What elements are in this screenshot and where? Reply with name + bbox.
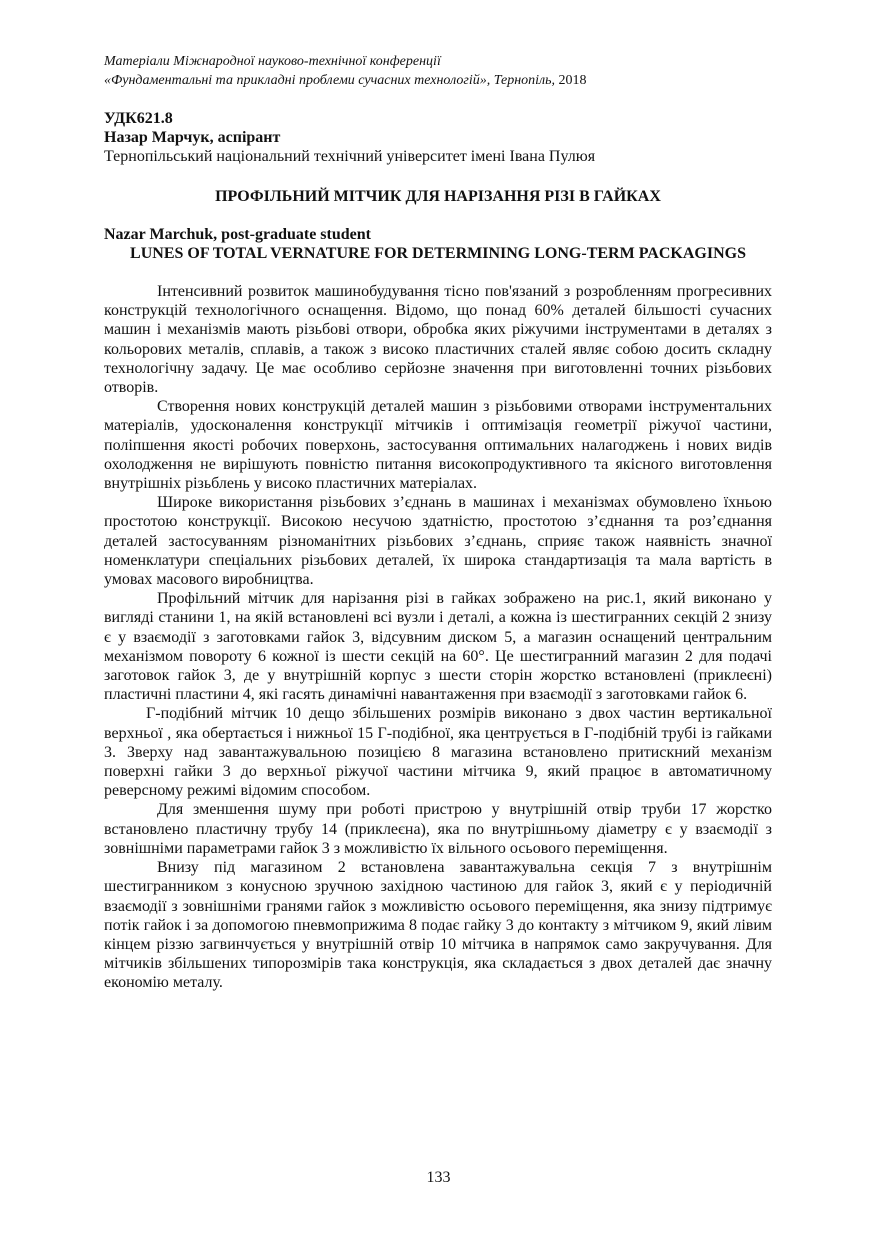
author-en: Nazar Marchuk, post-graduate student [104,226,371,243]
paragraph-3: Широке використання різьбових з’єднань в машинах і механізмах обумовлено їхньою простотою конструкції. Високою несучою здатністю, простотою з’єднання та роз’єднання деталей застосуванням різноманітних різьбових з’єднань, сприяє також наявність значної номенклатури спеціальних різьбових деталей, їх широка стандартизація та мала вартість в умовах масового виробництва. [104,494,772,589]
paragraph-4: Профільний мітчик для нарізання різі в гайках зображено на рис.1, який виконано у вигляді станини 1, на якій встановлені всі вузли і деталі, а кожна із шестигранних секцій 2 знизу є у взаємодії з заготовками гайок 3, відсувним диском 5, а магазин оснащений центральним механізмом повороту 6 кожної із шести секцій на 60°. Це шестигранний магазин 2 для подачі заготовок гайок 3, де у внутрішній корпус з шести сторін жорстко встановлені (приклеєні) пластичні пластини 4, які гасять динамічні навантаження при взаємодії з заготовками гайок 6. [104,590,772,704]
paragraph-7: Внизу під магазином 2 встановлена завантажувальна секція 7 з внутрішнім шестигранником з конусною зручною західною частиною для гайок 3, який є у періодичній взаємодії з зовнішніми гранями гайок з можливістю осьового переміщення, яка знизу підтримує потік гайок і за допомогою пневмоприжима 8 подає гайку 3 до контакту з мітчиком 9, який лівим кінцем різзю загвинчується у внутрішній отвір 10 мітчика в напрямок само закручування. Для мітчиків збільшених типорозмірів така конструкція, яка складається з двох деталей дає значну економію металу. [104,859,772,992]
paragraph-1: Інтенсивний розвиток машинобудування тісно пов'язаний з розробленням прогресивних конструкцій технологічного оснащення. Відомо, що понад 60% деталей більшості сучасних машин і механізмів мають різьбові отвори, обробка яких ріжучими інструментами в деталях з кольорових металів, сплавів, а також з високо пластичних сталей являє собою досить складну технологічну задачу. Це має особливо серйозне значення при виготовленні точних різьбових отворів. [104,283,772,397]
udk-code: УДК621.8 [104,110,173,127]
running-header-conference: «Фундаментальні та прикладні проблеми сучасних технологій», Тернопіль, [104,73,556,88]
paragraph-2: Створення нових конструкцій деталей машин з різьбовими отворами інструментальних матеріалів, удосконалення конструкції мітчиків і оптимізація геометрії ріжучої частини, поліпшення якості робочих поверхонь, застосування оптимальних налагоджень і нових видів охолодження не вирішують повністю питання високопродуктивного та якісного виготовлення внутрішніх різьблень у високо пластичних матеріалах. [104,398,772,493]
paper-title-en: LUNES OF TOTAL VERNATURE FOR DETERMINING LONG-TERM PACKAGINGS [130,245,746,262]
running-header-line-2 [104,71,772,90]
page-number: 133 [426,1169,451,1186]
body-text [104,282,772,993]
running-header-year: 2018 [558,73,587,88]
paragraph-5: Г-подібний мітчик 10 дещо збільшених розмірів виконано з двох частин вертикальної верхньої , яка обертається і нижньої 15 Г-подібної, яка центрується в Г-подібній трубі із гайками 3. Зверху над завантажувальною позицією 8 магазина встановлено притискний механізм поверхні гайки 3 до верхньої ріжучої частини мітчика 9, який працює в автоматичному реверсному режимі відомим способом. [104,705,772,800]
paper-title-uk: ПРОФІЛЬНИЙ МІТЧИК ДЛЯ НАРІЗАННЯ РІЗІ В ГАЙКАХ [215,188,661,205]
author-uk: Назар Марчук, аспірант [104,129,281,146]
paragraph-6: Для зменшення шуму при роботі пристрою у внутрішній отвір труби 17 жорстко встановлено пластичну трубу 14 (приклеєна), яка по внутрішньому діаметру є у взаємодії з зовнішніми параметрами гайок 3 з можливістю їх вільного осьового переміщення. [104,801,772,857]
running-header-line-1: Матеріали Міжнародної науково-технічної конференції [104,54,441,69]
page-content [104,52,772,993]
affiliation: Тернопільський національний технічний університет імені Івана Пулюя [104,148,596,165]
